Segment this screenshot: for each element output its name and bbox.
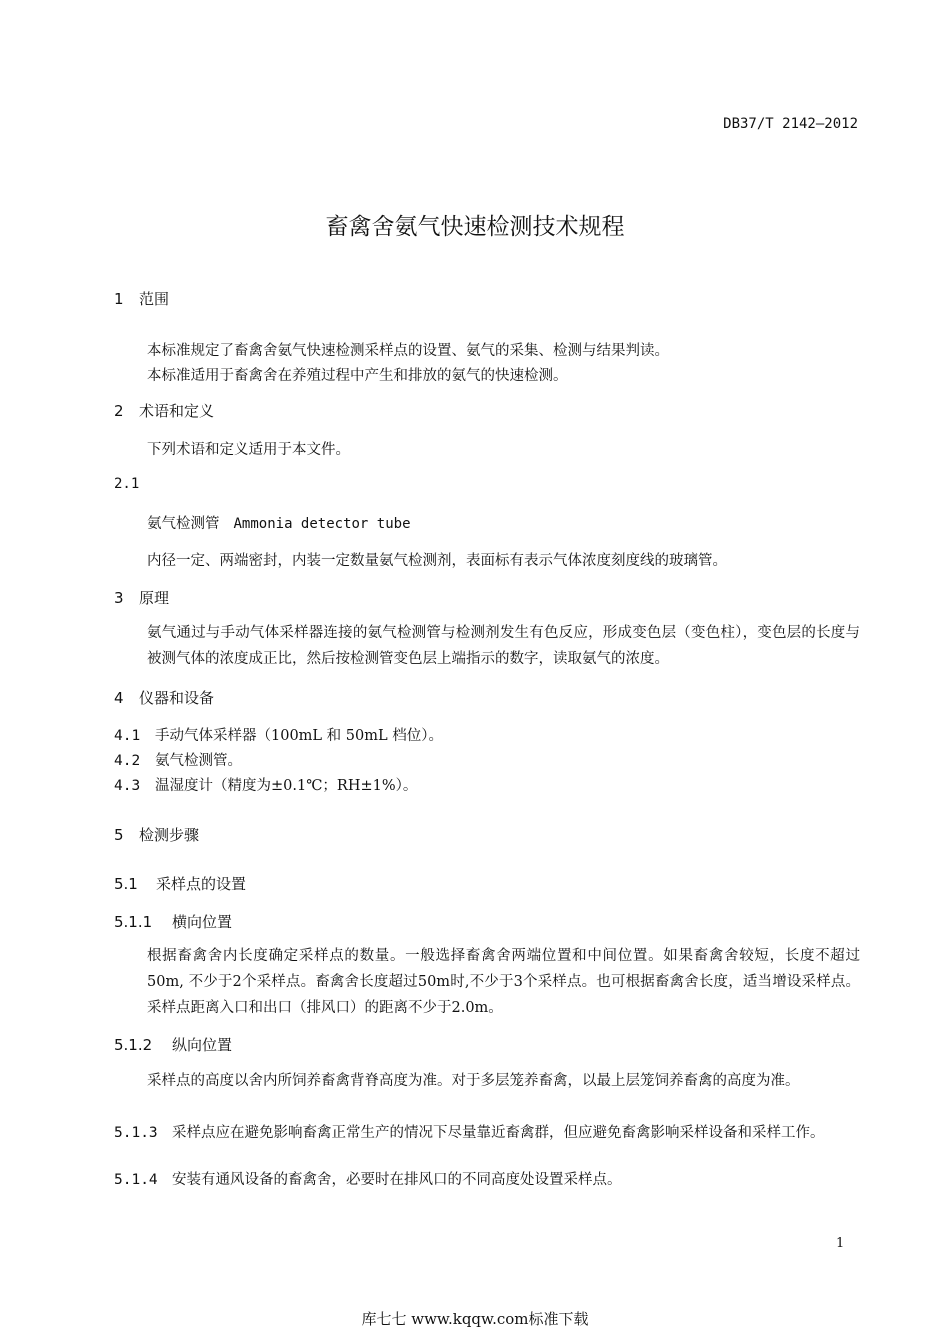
section-number: 5.1.2 bbox=[114, 1036, 153, 1054]
section-title: 采样点的设置 bbox=[156, 875, 247, 893]
clause-text: 采样点应在避免影响畜禽正常生产的情况下尽量靠近畜禽群，但应避免畜禽影响采样设备和采样工作。 bbox=[172, 1125, 825, 1141]
page-number: 1 bbox=[836, 1236, 845, 1251]
item-number: 4.2 bbox=[114, 753, 141, 769]
section-title: 术语和定义 bbox=[139, 402, 215, 420]
section-number: 4 bbox=[114, 689, 124, 707]
section-1-heading bbox=[114, 288, 169, 309]
section-title: 范围 bbox=[139, 290, 170, 308]
section-3-heading bbox=[114, 587, 169, 608]
clause-5-1-3 bbox=[114, 1120, 860, 1146]
section-2-heading bbox=[114, 400, 214, 421]
subsection-5-1-2-heading bbox=[114, 1034, 232, 1055]
section-5-heading bbox=[114, 824, 199, 845]
section-title: 仪器和设备 bbox=[139, 689, 215, 707]
document-title: 畜禽舍氨气快速检测技术规程 bbox=[325, 214, 625, 240]
section-4-heading bbox=[114, 687, 214, 708]
equipment-item bbox=[114, 774, 417, 795]
paragraph: 下列术语和定义适用于本文件。 bbox=[147, 442, 350, 458]
section-number: 5 bbox=[114, 826, 124, 844]
item-text: 氨气检测管。 bbox=[155, 753, 242, 769]
term-entry bbox=[147, 512, 411, 533]
item-number: 4.1 bbox=[114, 728, 141, 744]
equipment-item bbox=[114, 749, 242, 770]
principle-paragraph bbox=[114, 620, 860, 672]
section-title: 横向位置 bbox=[172, 913, 233, 931]
section-number: 3 bbox=[114, 589, 124, 607]
section-number: 2 bbox=[114, 402, 124, 420]
term-english: Ammonia detector tube bbox=[233, 516, 411, 532]
term-chinese: 氨气检测管 bbox=[147, 516, 220, 532]
vertical-position-paragraph bbox=[114, 1068, 860, 1094]
item-text: 手动气体采样器（100mL 和 50mL 档位）。 bbox=[155, 728, 443, 744]
clause-number: 5.1.4 bbox=[114, 1172, 158, 1188]
paragraph: 本标准适用于畜禽舍在养殖过程中产生和排放的氨气的快速检测。 bbox=[147, 368, 568, 384]
paragraph: 采样点的高度以舍内所饲养畜禽背脊高度为准。对于多层笼养畜禽，以最上层笼饲养畜禽的高度为准。 bbox=[147, 1073, 800, 1089]
paragraph: 氨气通过与手动气体采样器连接的氨气检测管与检测剂发生有色反应，形成变色层（变色柱），变色层的长度与被测气体的浓度成正比，然后按检测管变色层上端指示的数字，读取氨气的浓度。 bbox=[147, 625, 860, 667]
footer-watermark: 库七七 www.kqqw.com标准下载 bbox=[361, 1310, 589, 1328]
section-title: 原理 bbox=[139, 589, 170, 607]
clause-5-1-4 bbox=[114, 1167, 860, 1193]
horizontal-position-paragraph bbox=[114, 943, 860, 1021]
clause-text: 安装有通风设备的畜禽舍，必要时在排风口的不同高度处设置采样点。 bbox=[172, 1172, 622, 1188]
standard-number: DB37/T 2142—2012 bbox=[723, 116, 858, 132]
item-text: 温湿度计（精度为±0.1℃；RH±1%）。 bbox=[155, 778, 418, 794]
subsection-5-1-1-heading bbox=[114, 911, 232, 932]
subsection-2-1-number: 2.1 bbox=[114, 476, 140, 492]
section-title: 纵向位置 bbox=[172, 1036, 233, 1054]
term-definition: 内径一定、两端密封，内装一定数量氨气检测剂，表面标有表示气体浓度刻度线的玻璃管。 bbox=[147, 553, 727, 569]
section-number: 5.1.1 bbox=[114, 913, 153, 931]
clause-number: 5.1.3 bbox=[114, 1125, 158, 1141]
section-number: 5.1 bbox=[114, 875, 138, 893]
item-number: 4.3 bbox=[114, 778, 141, 794]
section-title: 检测步骤 bbox=[139, 826, 200, 844]
subsection-5-1-heading bbox=[114, 873, 246, 894]
section-number: 1 bbox=[114, 290, 124, 308]
equipment-item bbox=[114, 724, 443, 745]
paragraph: 本标准规定了畜禽舍氨气快速检测采样点的设置、氨气的采集、检测与结果判读。 bbox=[147, 343, 669, 359]
paragraph: 根据畜禽舍内长度确定采样点的数量。一般选择畜禽舍两端位置和中间位置。如果畜禽舍较短，长度不超过50m, 不少于2个采样点。畜禽舍长度超过50m时,不少于3个采样点。也可根据畜禽舍长度，适当增设采样点。采样点距离入口和出口（排风口）的距离不少于2.0m。 bbox=[147, 948, 860, 1016]
